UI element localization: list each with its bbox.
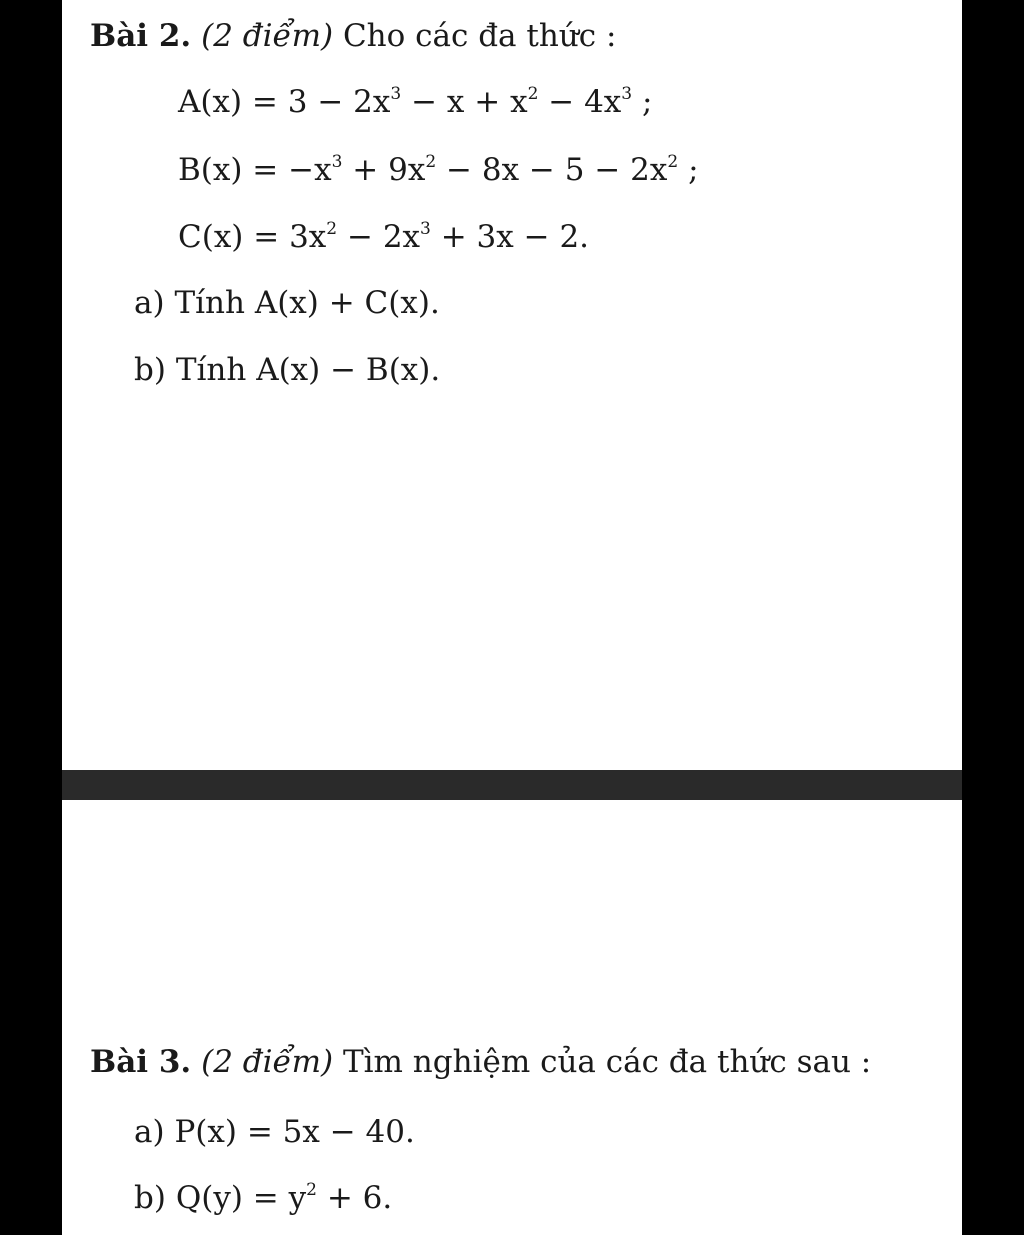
polynomial-q-name: Q(y) xyxy=(175,1180,243,1216)
polynomial-b-expression: $-x^3 + 9x^2 - 8x - 5 - 2x^2$ ; xyxy=(288,152,699,188)
polynomial-a-expression: $3 - 2x^3 - x + x^2 - 4x^3$ ; xyxy=(287,84,653,120)
problem3-points: (2 điểm) xyxy=(201,1044,334,1080)
task-label: a) xyxy=(134,285,165,321)
problem3-heading xyxy=(90,1042,871,1082)
polynomial-p-expression: 5x − 40. xyxy=(282,1114,415,1150)
problem2-task-b xyxy=(134,350,440,390)
polynomial-c: $C(x) = 3x^2 - 2x^3 + 3x - 2$. xyxy=(178,219,590,255)
task-label: b) xyxy=(134,1180,166,1216)
problem2-number: Bài 2. xyxy=(90,18,192,54)
polynomial-b: $B(x) = -x^3 + 9x^2 - 8x - 5 - 2x^2$ ; xyxy=(178,152,699,188)
problem3-number: Bài 3. xyxy=(90,1044,192,1080)
problem2-points: (2 điểm) xyxy=(201,18,334,54)
polynomial-c-expression: $3x^2 - 2x^3 + 3x - 2$. xyxy=(289,219,590,255)
polynomial-b-name: B(x) xyxy=(178,152,243,188)
problem3-task-a: a) P(x) = 5x − 40. xyxy=(134,1114,415,1150)
polynomial-a: $A(x) = 3 - 2x^3 - x + x^2 - 4x^3$ ; xyxy=(178,84,653,120)
worksheet-page-bottom xyxy=(62,800,962,1235)
polynomial-q-expression: $y^2 + 6$. xyxy=(288,1180,393,1216)
problem3-task-b: b) $Q(y) = y^2 + 6$. xyxy=(134,1180,393,1216)
problem2-heading xyxy=(90,16,616,56)
polynomial-p-name: P(x) xyxy=(174,1114,237,1150)
problem2-task-a xyxy=(134,283,440,323)
task-label: a) xyxy=(134,1114,165,1150)
worksheet-page-top xyxy=(62,0,962,770)
page-divider xyxy=(62,770,962,800)
problem2-prompt: Cho các đa thức : xyxy=(342,18,617,54)
task-label: b) xyxy=(134,352,166,388)
polynomial-a-name: A(x) xyxy=(178,84,243,120)
task-text: Tính A(x) + C(x). xyxy=(174,285,440,321)
task-text: Tính A(x) − B(x). xyxy=(175,352,441,388)
polynomial-c-name: C(x) xyxy=(178,219,244,255)
problem3-prompt: Tìm nghiệm của các đa thức sau : xyxy=(342,1044,872,1080)
